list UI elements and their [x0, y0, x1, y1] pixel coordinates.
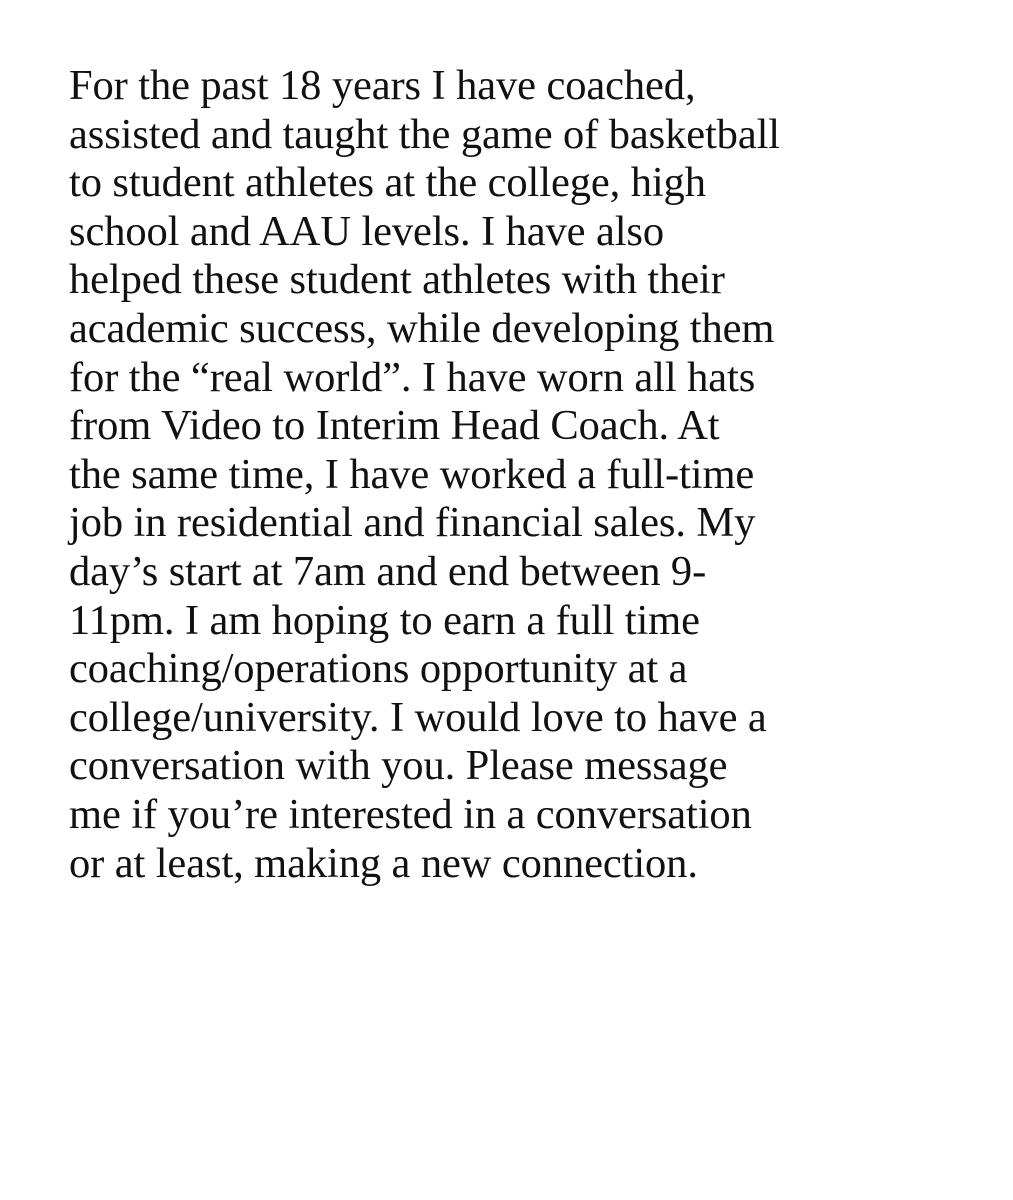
text-line: academic success, while developing them	[69, 304, 775, 352]
text-line: to student athletes at the college, high	[69, 159, 706, 207]
text-line: job in residential and financial sales. My	[69, 499, 756, 547]
text-line: For the past 18 years I have coached,	[69, 62, 696, 109]
text-line: assisted and taught the game of basketball	[69, 110, 781, 158]
text-line: coaching/operations opportunity at a	[69, 645, 688, 693]
text-line: school and AAU levels. I have also	[69, 207, 665, 255]
text-line: helped these student athletes with their	[69, 256, 725, 304]
text-line: day’s start at 7am and end between 9-	[69, 547, 707, 595]
text-line: college/university. I would love to have a	[69, 693, 767, 741]
text-line: or at least, making a new connection.	[69, 839, 698, 887]
text-line: from Video to Interim Head Coach. At	[69, 402, 720, 450]
text-line: the same time, I have worked a full-time	[69, 450, 755, 498]
body-paragraph	[69, 62, 989, 888]
text-line: for the “real world”. I have worn all hats	[69, 353, 756, 401]
text-line: me if you’re interested in a conversation	[69, 790, 752, 838]
text-line: conversation with you. Please message	[69, 742, 728, 790]
text-line: 11pm. I am hoping to earn a full time	[69, 596, 700, 644]
